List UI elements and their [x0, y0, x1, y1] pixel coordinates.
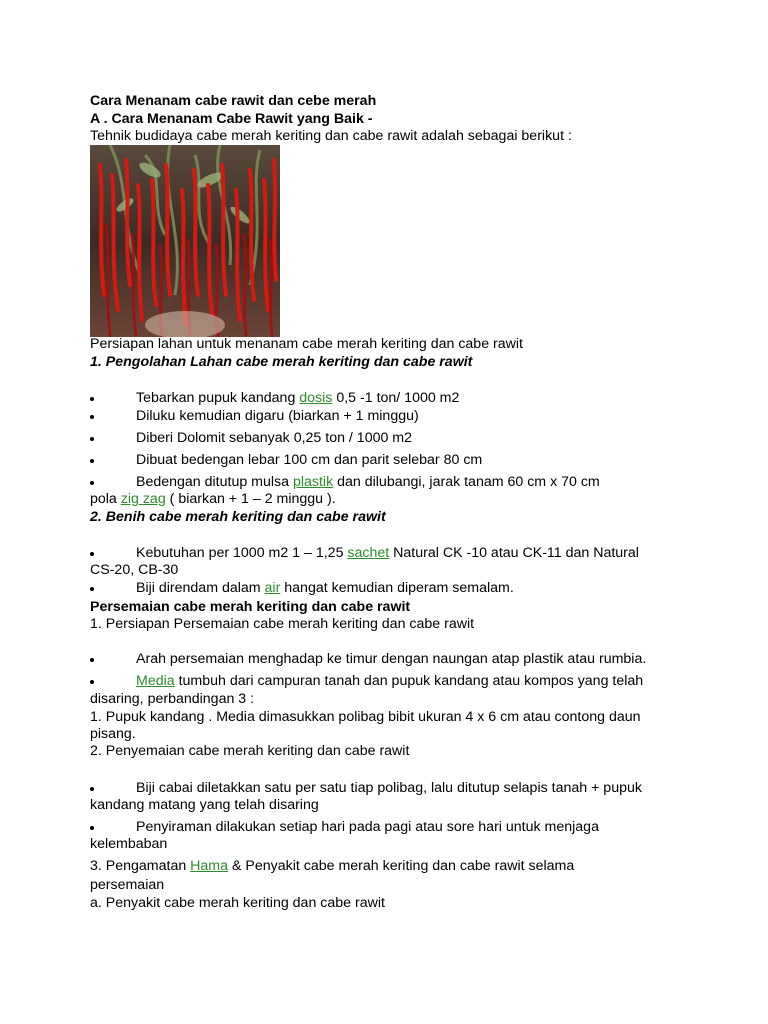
paragraph: 3. Pengamatan Hama & Penyakit cabe merah keriting dan cabe rawit selama	[90, 858, 575, 874]
bullet	[90, 415, 94, 419]
bullet	[90, 787, 94, 791]
list-item: Diberi Dolomit sebanyak 0,25 ton / 1000 m2	[136, 430, 413, 446]
list-item: Bedengan ditutup mulsa plastik dan dilubangi, jarak tanam 60 cm x 70 cm	[136, 474, 600, 490]
link-media[interactable]: Media	[136, 673, 175, 689]
link-dosis[interactable]: dosis	[299, 390, 333, 406]
list-item-continuation: kandang matang yang telah disaring	[90, 797, 319, 813]
paragraph-continuation: pisang.	[90, 726, 136, 742]
link-hama[interactable]: Hama	[190, 858, 229, 874]
list-item: Diluku kemudian digaru (biarkan + 1 minggu)	[136, 408, 419, 424]
bullet	[90, 587, 94, 591]
list-item: Media tumbuh dari campuran tanah dan pupuk kandang atau kompos yang telah	[136, 673, 644, 689]
link-air[interactable]: air	[264, 580, 281, 596]
bullet	[90, 481, 94, 485]
heading-3: Persemaian cabe merah keriting dan cabe rawit	[90, 599, 411, 615]
paragraph-continuation: persemaian	[90, 877, 165, 893]
heading-2: 2. Benih cabe merah keriting dan cabe rawit	[90, 509, 386, 525]
prep-text: Persiapan lahan untuk menanam cabe merah keriting dan cabe rawit	[90, 336, 523, 352]
link-plastik[interactable]: plastik	[292, 474, 334, 490]
list-item-continuation: disaring, perbandingan 3 :	[90, 691, 255, 707]
bullet	[90, 459, 94, 463]
chili-plant-photo	[90, 145, 280, 337]
bullet	[90, 397, 94, 401]
chili-plant-photo-icon	[90, 145, 280, 337]
heading-1: 1. Pengolahan Lahan cabe merah keriting dan cabe rawit	[90, 354, 473, 370]
paragraph: 2. Penyemaian cabe merah keriting dan cabe rawit	[90, 743, 410, 759]
list-item: Arah persemaian menghadap ke timur dengan naungan atap plastik atau rumbia.	[136, 651, 647, 667]
bullet	[90, 658, 94, 662]
section-a-heading: A . Cara Menanam Cabe Rawit yang Baik -	[90, 111, 373, 127]
bullet	[90, 437, 94, 441]
intro-text: Tehnik budidaya cabe merah keriting dan cabe rawit adalah sebagai berikut :	[90, 128, 572, 144]
bullet	[90, 680, 94, 684]
list-item: Biji cabai diletakkan satu per satu tiap polibag, lalu ditutup selapis tanah + pupuk	[136, 780, 642, 796]
list-item-continuation: kelembaban	[90, 836, 168, 852]
paragraph: 1. Pupuk kandang . Media dimasukkan polibag bibit ukuran 4 x 6 cm atau contong daun	[90, 709, 641, 725]
link-zig-zag[interactable]: zig zag	[120, 491, 166, 507]
doc-title: Cara Menanam cabe rawit dan cebe merah	[90, 93, 377, 109]
list-item-continuation: pola zig zag ( biarkan + 1 – 2 minggu ).	[90, 491, 336, 507]
list-item: Dibuat bedengan lebar 100 cm dan parit selebar 80 cm	[136, 452, 483, 468]
list-item-continuation: CS-20, CB-30	[90, 562, 179, 578]
bullet	[90, 826, 94, 830]
list-item: Biji direndam dalam air hangat kemudian diperam semalam.	[136, 580, 514, 596]
link-sachet[interactable]: sachet	[347, 545, 390, 561]
list-item: Penyiraman dilakukan setiap hari pada pagi atau sore hari untuk menjaga	[136, 819, 599, 835]
bullet	[90, 552, 94, 556]
list-item: Kebutuhan per 1000 m2 1 – 1,25 sachet Natural CK -10 atau CK-11 dan Natural	[136, 545, 639, 561]
list-item: Tebarkan pupuk kandang dosis 0,5 -1 ton/ 1000 m2	[136, 390, 460, 406]
paragraph: a. Penyakit cabe merah keriting dan cabe rawit	[90, 895, 385, 911]
paragraph: 1. Persiapan Persemaian cabe merah keriting dan cabe rawit	[90, 616, 475, 632]
